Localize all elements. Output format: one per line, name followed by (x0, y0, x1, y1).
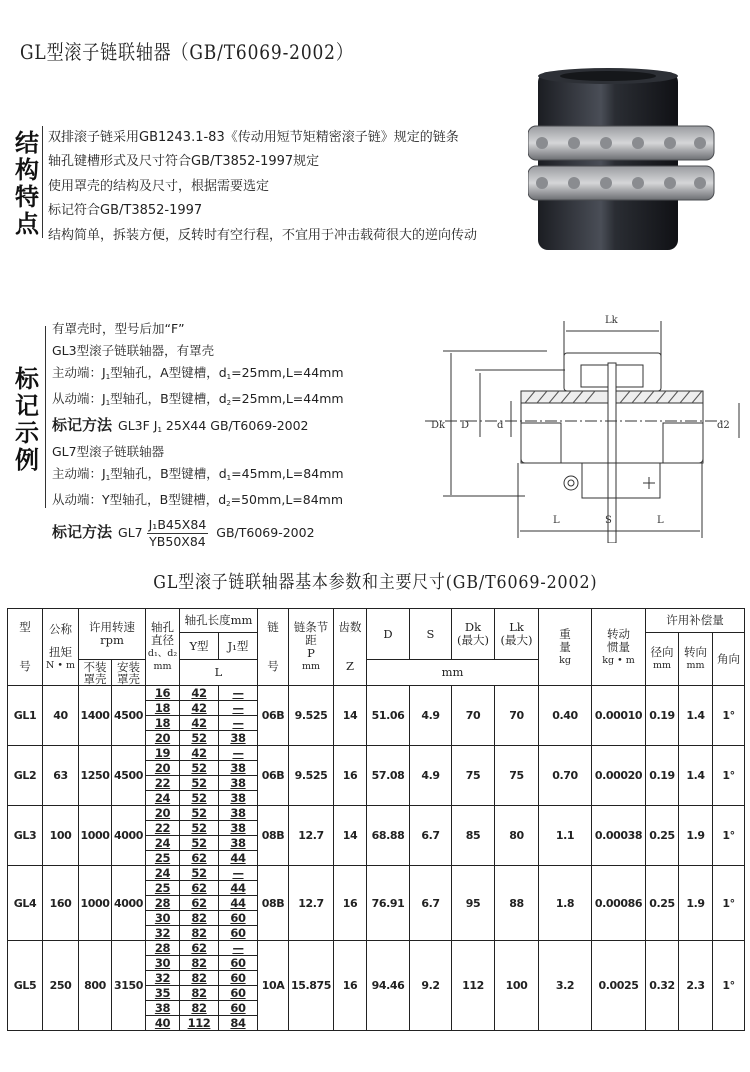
feature-item: 结构简单，拆装方便，反转时有空行程，不宜用于冲击载荷很大的逆向传动 (48, 227, 478, 243)
cell-axial: 1.9 (679, 866, 713, 941)
marking-method-2: 标记方法 GL7 $\frac{\text{J₁B45X84}}{YB50X84}$ GB/T6069-2002 (52, 517, 315, 549)
cell-length-y: 112 (180, 1016, 219, 1031)
cell-weight: 0.70 (539, 746, 592, 806)
cell-speed-no-cover: 1000 (79, 806, 112, 866)
col-torque: 公称 扭矩 N • m (43, 609, 79, 686)
cell-bore-diameter: 35 (146, 986, 180, 1001)
cell-length-y: 42 (180, 746, 219, 761)
cell-torque: 250 (43, 941, 79, 1031)
col-length-L: L (180, 660, 258, 686)
cell-chain: 10A (258, 941, 289, 1031)
col-inertia: 转动 惯量 kg • m (592, 609, 646, 686)
cell-weight: 1.8 (539, 866, 592, 941)
col-length-y: Y型 (180, 633, 219, 660)
spec-table (7, 608, 745, 1031)
cell-torque: 100 (43, 806, 79, 866)
cell-length-j: 44 (219, 881, 258, 896)
table-row (8, 941, 745, 956)
marking-divider (45, 326, 46, 508)
cell-D: 57.08 (367, 746, 410, 806)
cell-bore-diameter: 30 (146, 956, 180, 971)
svg-text:L: L (657, 515, 664, 526)
cell-inertia: 0.00010 (592, 686, 646, 746)
cell-length-j: 60 (219, 956, 258, 971)
marking-side-label: 标 记 示 例 (15, 365, 39, 474)
table-body (8, 686, 745, 1031)
svg-text:L: L (553, 515, 560, 526)
svg-text:D: D (461, 420, 470, 431)
cell-teeth: 16 (334, 866, 367, 941)
cell-bore-diameter: 28 (146, 896, 180, 911)
cell-length-j: 60 (219, 971, 258, 986)
cell-model: GL2 (8, 746, 43, 806)
cell-D: 68.88 (367, 806, 410, 866)
cell-chain: 08B (258, 866, 289, 941)
cell-length-y: 52 (180, 761, 219, 776)
cell-speed-cover: 4500 (112, 686, 146, 746)
cell-axial: 1.4 (679, 746, 713, 806)
cell-S: 6.7 (410, 866, 452, 941)
cell-length-y: 82 (180, 926, 219, 941)
cell-length-j: 60 (219, 926, 258, 941)
col-bore: 轴孔直径 d₁、d₂ mm (146, 609, 180, 686)
cell-length-y: 42 (180, 701, 219, 716)
cell-speed-no-cover: 1250 (79, 746, 112, 806)
cell-chain: 06B (258, 686, 289, 746)
cell-bore-diameter: 32 (146, 971, 180, 986)
cell-bore-diameter: 22 (146, 776, 180, 791)
cell-speed-cover: 3150 (112, 941, 146, 1031)
cell-inertia: 0.0025 (592, 941, 646, 1031)
features-divider (42, 126, 43, 238)
table-row (8, 806, 745, 821)
fraction: $\frac{\text{J₁B45X84}}{YB50X84}$ (148, 517, 207, 549)
cell-length-y: 62 (180, 881, 219, 896)
cell-length-j: — (219, 866, 258, 881)
col-D: D (367, 609, 410, 660)
cell-pitch: 9.525 (289, 686, 334, 746)
col-axial: 转向 mm (679, 633, 713, 686)
cell-chain: 08B (258, 806, 289, 866)
table-row (8, 746, 745, 761)
cell-Lk: 88 (495, 866, 539, 941)
cell-inertia: 0.00038 (592, 806, 646, 866)
cell-Lk: 75 (495, 746, 539, 806)
cell-inertia: 0.00086 (592, 866, 646, 941)
marking-example: 有罩壳时，型号后加“F” GL3型滚子链联轴器，有罩壳 主动端：$J_1$型轴孔，A型键槽，$d_1=25mm,L=44mm$ 从动端：$J_1$型轴孔，B型键槽，$d_2=25mm,L=44mm$ 标记方法 GL3F $J_1$ 25X44 GB/T6069-2002 GL7型滚子链联轴器 主动端：$J_1$型轴孔，B型键槽，$d_1=45mm,L=84mm$ 从动端：Y型轴孔，B型键槽，$d_2=50mm,L=84mm$ 标记方法 GL7 $\frac{\text{J₁B45X84}}{YB50X84}$ GB/T6069-2002 (52, 321, 344, 549)
cell-bore-diameter: 16 (146, 686, 180, 701)
cell-teeth: 16 (334, 941, 367, 1031)
cell-bore-diameter: 28 (146, 941, 180, 956)
cell-length-j: — (219, 716, 258, 731)
cell-model: GL5 (8, 941, 43, 1031)
cell-length-j: 84 (219, 1016, 258, 1031)
col-length-j: J₁型 (219, 633, 258, 660)
cell-D: 76.91 (367, 866, 410, 941)
cell-length-j: — (219, 746, 258, 761)
cell-length-j: 38 (219, 731, 258, 746)
cell-bore-diameter: 38 (146, 1001, 180, 1016)
cell-length-j: 38 (219, 791, 258, 806)
cell-length-y: 52 (180, 806, 219, 821)
cell-S: 4.9 (410, 686, 452, 746)
cell-length-y: 62 (180, 851, 219, 866)
cell-angular: 1° (713, 686, 745, 746)
cell-length-y: 82 (180, 956, 219, 971)
col-teeth: 齿数 Z (334, 609, 367, 686)
cell-radial: 0.25 (646, 866, 679, 941)
cell-length-j: 60 (219, 1001, 258, 1016)
cell-bore-diameter: 25 (146, 881, 180, 896)
cell-bore-diameter: 20 (146, 731, 180, 746)
table-header (8, 609, 745, 686)
cell-bore-diameter: 20 (146, 806, 180, 821)
cell-length-y: 52 (180, 821, 219, 836)
cell-D: 51.06 (367, 686, 410, 746)
cell-length-y: 42 (180, 716, 219, 731)
cell-radial: 0.25 (646, 806, 679, 866)
marking-method-1: 标记方法 GL3F $J_1$ 25X44 GB/T6069-2002 (52, 416, 309, 434)
col-Dk: Dk (最大) (452, 609, 495, 660)
features-list (48, 126, 477, 248)
cell-Dk: 85 (452, 806, 495, 866)
cell-length-j: 38 (219, 776, 258, 791)
cell-bore-diameter: 24 (146, 791, 180, 806)
cell-torque: 160 (43, 866, 79, 941)
cell-length-j: — (219, 701, 258, 716)
features-side-label: 结 构 特 点 (15, 129, 39, 238)
cell-angular: 1° (713, 746, 745, 806)
cell-inertia: 0.00020 (592, 746, 646, 806)
cell-bore-diameter: 20 (146, 761, 180, 776)
cell-model: GL3 (8, 806, 43, 866)
cell-angular: 1° (713, 806, 745, 866)
cell-length-j: 38 (219, 836, 258, 851)
svg-text:d: d (497, 420, 504, 431)
svg-text:S: S (605, 515, 612, 526)
cell-length-j: 60 (219, 911, 258, 926)
cell-weight: 1.1 (539, 806, 592, 866)
col-Lk: Lk (最大) (495, 609, 539, 660)
col-pitch: 链条节距 P mm (289, 609, 334, 686)
cell-bore-diameter: 25 (146, 851, 180, 866)
cell-Dk: 112 (452, 941, 495, 1031)
cell-length-y: 82 (180, 1001, 219, 1016)
cell-length-j: — (219, 686, 258, 701)
page-title: GL型滚子链联轴器（GB/T6069-2002） (20, 40, 354, 64)
cell-axial: 1.9 (679, 806, 713, 866)
cell-speed-no-cover: 1000 (79, 866, 112, 941)
cell-radial: 0.32 (646, 941, 679, 1031)
coupling-drawing (425, 303, 750, 543)
coupling-photo (528, 68, 718, 253)
cell-weight: 0.40 (539, 686, 592, 746)
table-row (8, 866, 745, 881)
cell-chain: 06B (258, 746, 289, 806)
cell-length-j: 38 (219, 821, 258, 836)
cell-torque: 40 (43, 686, 79, 746)
cell-D: 94.46 (367, 941, 410, 1031)
cell-speed-no-cover: 1400 (79, 686, 112, 746)
cell-length-y: 62 (180, 896, 219, 911)
cell-radial: 0.19 (646, 746, 679, 806)
table-title: GL型滚子链联轴器基本参数和主要尺寸(GB/T6069-2002) (152, 572, 598, 593)
cell-length-y: 52 (180, 776, 219, 791)
cell-torque: 63 (43, 746, 79, 806)
cell-length-y: 52 (180, 731, 219, 746)
cell-pitch: 9.525 (289, 746, 334, 806)
cell-bore-diameter: 19 (146, 746, 180, 761)
cell-teeth: 14 (334, 686, 367, 746)
cell-bore-diameter: 22 (146, 821, 180, 836)
cell-Lk: 100 (495, 941, 539, 1031)
cell-bore-diameter: 32 (146, 926, 180, 941)
col-length: 轴孔长度mm (180, 609, 258, 633)
cell-Dk: 95 (452, 866, 495, 941)
feature-item: 轴孔键槽形式及尺寸符合GB/T3852-1997规定 (48, 154, 320, 170)
cell-weight: 3.2 (539, 941, 592, 1031)
col-radial: 径向 mm (646, 633, 679, 686)
cell-radial: 0.19 (646, 686, 679, 746)
col-S: S (410, 609, 452, 660)
cell-length-j: 38 (219, 806, 258, 821)
cell-bore-diameter: 18 (146, 716, 180, 731)
cell-S: 4.9 (410, 746, 452, 806)
col-chain: 链 号 (258, 609, 289, 686)
feature-item: 双排滚子链采用GB1243.1-83《传动用短节矩精密滚子链》规定的链条 (48, 130, 459, 145)
cell-axial: 2.3 (679, 941, 713, 1031)
svg-text:Dk: Dk (431, 420, 446, 431)
cell-speed-cover: 4000 (112, 866, 146, 941)
cell-bore-diameter: 40 (146, 1016, 180, 1031)
cell-length-y: 52 (180, 866, 219, 881)
cell-teeth: 14 (334, 806, 367, 866)
cell-length-j: 38 (219, 761, 258, 776)
col-mm-unit: mm (367, 660, 539, 686)
col-speed: 许用转速 rpm (79, 609, 146, 660)
cell-length-y: 82 (180, 971, 219, 986)
feature-item: 使用罩壳的结构及尺寸，根据需要选定 (48, 178, 270, 194)
cell-bore-diameter: 18 (146, 701, 180, 716)
cell-length-y: 52 (180, 836, 219, 851)
cell-Lk: 80 (495, 806, 539, 866)
cell-pitch: 12.7 (289, 806, 334, 866)
cell-angular: 1° (713, 866, 745, 941)
cell-length-y: 82 (180, 911, 219, 926)
table-row (8, 686, 745, 701)
cell-bore-diameter: 24 (146, 836, 180, 851)
cell-angular: 1° (713, 941, 745, 1031)
cell-axial: 1.4 (679, 686, 713, 746)
cell-length-y: 62 (180, 941, 219, 956)
col-compensation: 许用补偿量 (646, 609, 745, 633)
cell-bore-diameter: 30 (146, 911, 180, 926)
cell-pitch: 15.875 (289, 941, 334, 1031)
feature-item: 标记符合GB/T3852-1997 (48, 203, 203, 219)
cell-bore-diameter: 24 (146, 866, 180, 881)
cell-model: GL1 (8, 686, 43, 746)
cell-S: 6.7 (410, 806, 452, 866)
col-angular: 角向 (713, 633, 745, 686)
col-model: 型 号 (8, 609, 43, 686)
cell-teeth: 16 (334, 746, 367, 806)
cell-length-j: — (219, 941, 258, 956)
cell-length-j: 44 (219, 896, 258, 911)
cell-speed-no-cover: 800 (79, 941, 112, 1031)
cell-Lk: 70 (495, 686, 539, 746)
col-weight: 重 量 kg (539, 609, 592, 686)
cell-length-y: 52 (180, 791, 219, 806)
svg-text:d2: d2 (717, 420, 730, 431)
col-speed-cover: 安装罩壳 (112, 660, 146, 686)
cell-length-y: 82 (180, 986, 219, 1001)
cell-pitch: 12.7 (289, 866, 334, 941)
cell-speed-cover: 4000 (112, 806, 146, 866)
cell-Dk: 70 (452, 686, 495, 746)
svg-text:Lk: Lk (605, 315, 618, 326)
col-speed-no-cover: 不装罩壳 (79, 660, 112, 686)
cell-S: 9.2 (410, 941, 452, 1031)
cell-length-y: 42 (180, 686, 219, 701)
cell-length-j: 44 (219, 851, 258, 866)
cell-model: GL4 (8, 866, 43, 941)
cell-length-j: 60 (219, 986, 258, 1001)
cell-Dk: 75 (452, 746, 495, 806)
cell-speed-cover: 4500 (112, 746, 146, 806)
